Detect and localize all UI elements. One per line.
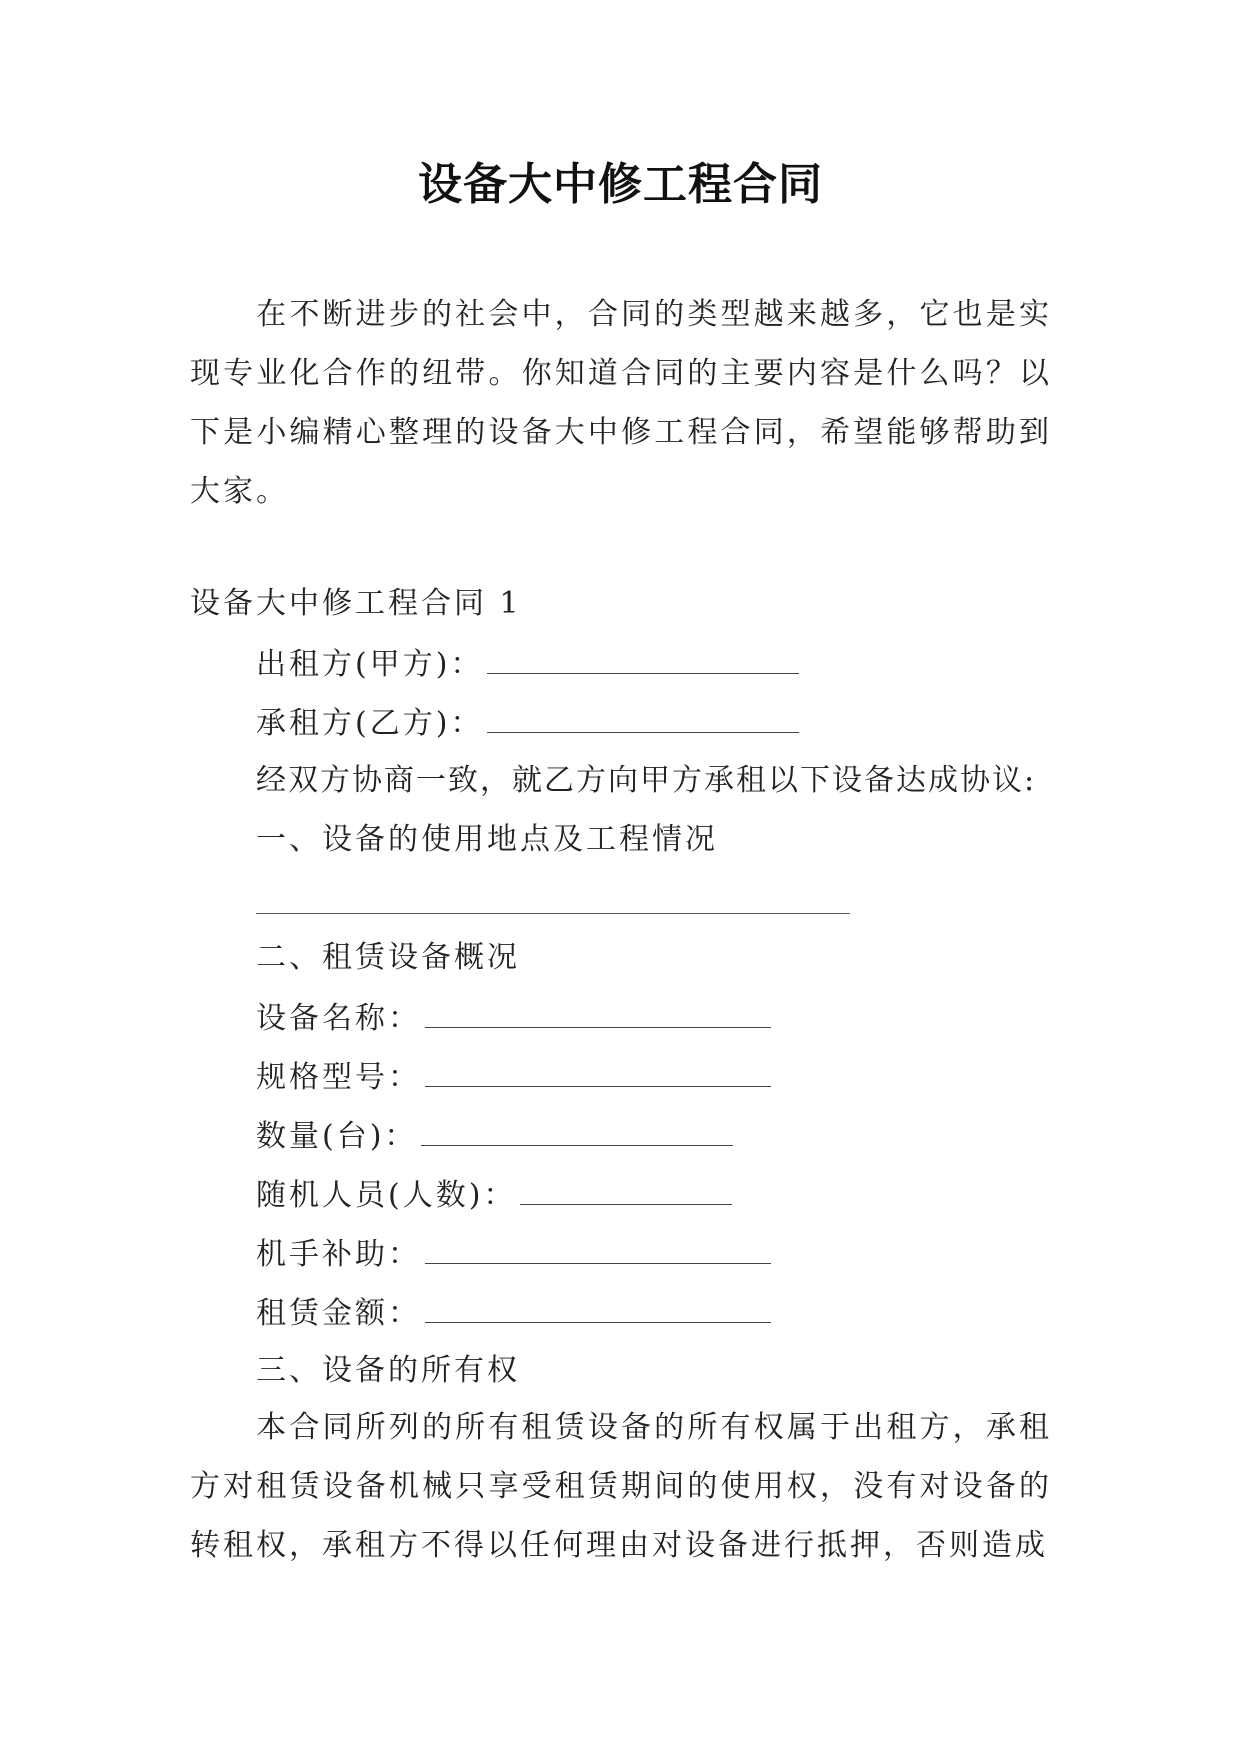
- party-a-label: 出租方(甲方)：: [256, 647, 484, 682]
- operator-subsidy-line: [256, 1233, 771, 1275]
- clause-3-text: 本合同所列的所有租赁设备的所有权属于出租方，承租方对租赁设备机械只享受租赁期间的使用权，没有对设备的转租权，承租方不得以任何理由对设备进行抵押，否则造成: [190, 1410, 1052, 1563]
- rental-amount-blank: [425, 1292, 771, 1323]
- spec-model-blank: [425, 1056, 771, 1087]
- staff-blank: [520, 1174, 732, 1205]
- spec-model-label: 规格型号：: [256, 1060, 421, 1095]
- document-title: 设备大中修工程合同: [418, 159, 823, 210]
- staff-label: 随机人员(人数)：: [256, 1178, 517, 1213]
- intro-text: 在不断进步的社会中，合同的类型越来越多，它也是实现专业化合作的纽带。你知道合同的主要内容是什么吗？以下是小编精心整理的设备大中修工程合同，希望能够帮助到大家。: [190, 297, 1052, 509]
- operator-subsidy-blank: [425, 1233, 771, 1264]
- agreement-statement: 经双方协商一致，就乙方向甲方承租以下设备达成协议:: [256, 763, 1037, 798]
- party-b-label: 承租方(乙方)：: [256, 706, 484, 741]
- intro-paragraph: [190, 285, 1052, 521]
- clause-1-blank-line: [256, 913, 850, 914]
- quantity-blank: [421, 1115, 733, 1146]
- spec-model-line: [256, 1056, 771, 1098]
- party-a-blank: [487, 643, 799, 674]
- equipment-name-line: [256, 997, 771, 1039]
- quantity-label: 数量(台)：: [256, 1119, 418, 1154]
- rental-amount-label: 租赁金额：: [256, 1296, 421, 1331]
- equipment-name-label: 设备名称：: [256, 1001, 421, 1036]
- operator-subsidy-label: 机手补助：: [256, 1237, 421, 1272]
- clause-2-title: 二、租赁设备概况: [256, 940, 520, 975]
- party-a-line: [256, 643, 799, 685]
- party-b-blank: [487, 702, 799, 733]
- clause-3-paragraph: [190, 1398, 1052, 1575]
- rental-amount-line: [256, 1292, 771, 1334]
- clause-1-title: 一、设备的使用地点及工程情况: [256, 822, 718, 857]
- staff-line: [256, 1174, 732, 1216]
- section-heading: 设备大中修工程合同 1: [190, 586, 522, 621]
- equipment-name-blank: [425, 997, 771, 1028]
- clause-3-title: 三、设备的所有权: [256, 1353, 520, 1388]
- party-b-line: [256, 702, 799, 744]
- quantity-line: [256, 1115, 733, 1157]
